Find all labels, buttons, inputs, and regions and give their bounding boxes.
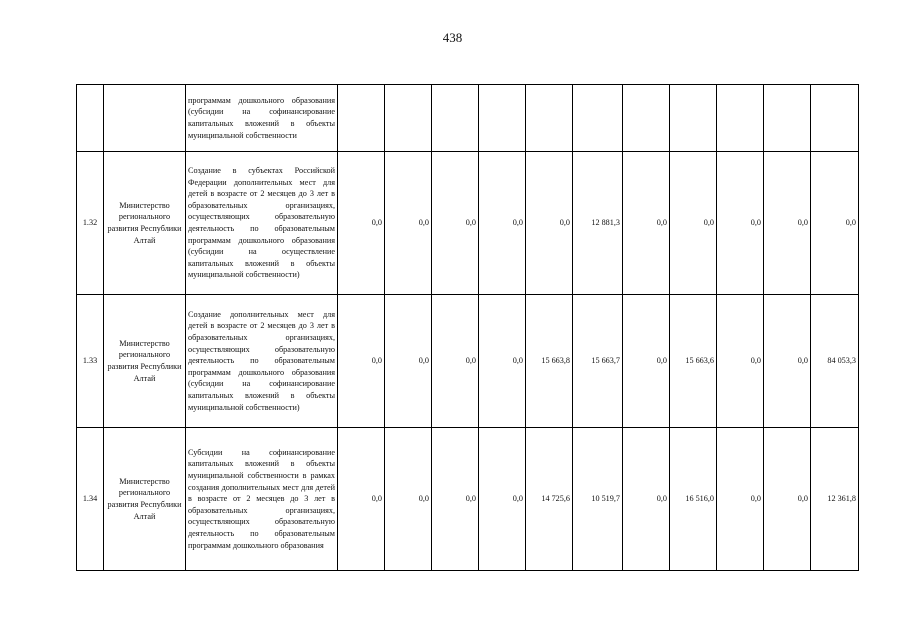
value-cell: 12 361,8 <box>811 428 859 571</box>
value-cell <box>573 85 623 152</box>
value-cell: 0,0 <box>479 428 526 571</box>
value-cell <box>764 85 811 152</box>
value-cell: 0,0 <box>764 428 811 571</box>
value-cell <box>526 85 573 152</box>
budget-table <box>76 84 859 571</box>
value-cell: 0,0 <box>717 152 764 295</box>
value-cell: 0,0 <box>385 152 432 295</box>
organization-cell <box>104 85 186 152</box>
value-cell: 0,0 <box>479 152 526 295</box>
value-cell: 0,0 <box>432 295 479 428</box>
row-number-cell: 1.34 <box>77 428 104 571</box>
value-cell <box>717 85 764 152</box>
description-cell: Создание в субъектах Российской Федерации дополнительных мест для детей в возрасте от 2 месяцев до 3 лет в образовательных организациях, осуществляющих образовательную деятельность по образовательным программам дошкольного образования (субсидии на осуществление капитальных вложений в объекты муниципальной собственности) <box>186 152 338 295</box>
row-number-cell: 1.33 <box>77 295 104 428</box>
description-cell: программам дошкольного образования (субсидии на софинансирование капитальных вложений в объекты муниципальной собственности <box>186 85 338 152</box>
organization-cell: Министерство регионального развития Республики Алтай <box>104 428 186 571</box>
value-cell: 0,0 <box>338 295 385 428</box>
value-cell: 0,0 <box>385 428 432 571</box>
value-cell: 0,0 <box>670 152 717 295</box>
organization-cell: Министерство регионального развития Республики Алтай <box>104 295 186 428</box>
value-cell: 84 053,3 <box>811 295 859 428</box>
value-cell: 0,0 <box>432 152 479 295</box>
value-cell: 0,0 <box>623 428 670 571</box>
value-cell: 0,0 <box>717 295 764 428</box>
value-cell <box>479 85 526 152</box>
value-cell: 0,0 <box>764 152 811 295</box>
page-number: 438 <box>442 30 463 45</box>
value-cell: 0,0 <box>811 152 859 295</box>
value-cell <box>338 85 385 152</box>
value-cell: 15 663,8 <box>526 295 573 428</box>
table-row <box>77 428 859 571</box>
value-cell: 0,0 <box>623 295 670 428</box>
value-cell: 12 881,3 <box>573 152 623 295</box>
value-cell: 0,0 <box>717 428 764 571</box>
value-cell: 0,0 <box>432 428 479 571</box>
row-number-cell <box>77 85 104 152</box>
table-row <box>77 85 859 152</box>
table-row <box>77 152 859 295</box>
value-cell: 0,0 <box>338 428 385 571</box>
value-cell: 0,0 <box>623 152 670 295</box>
value-cell <box>432 85 479 152</box>
value-cell: 10 519,7 <box>573 428 623 571</box>
row-number-cell: 1.32 <box>77 152 104 295</box>
value-cell: 16 516,0 <box>670 428 717 571</box>
value-cell: 0,0 <box>338 152 385 295</box>
value-cell <box>811 85 859 152</box>
table-row <box>77 295 859 428</box>
value-cell: 0,0 <box>385 295 432 428</box>
organization-cell: Министерство регионального развития Республики Алтай <box>104 152 186 295</box>
value-cell: 15 663,7 <box>573 295 623 428</box>
value-cell: 0,0 <box>526 152 573 295</box>
description-cell: Создание дополнительных мест для детей в возрасте от 2 месяцев до 3 лет в образовательных организациях, осуществляющих образовательную деятельность по образовательным программам дошкольного образования (субсидии на софинансирование капитальных вложений в объекты муниципальной собственности) <box>186 295 338 428</box>
value-cell <box>385 85 432 152</box>
value-cell: 0,0 <box>479 295 526 428</box>
value-cell <box>670 85 717 152</box>
value-cell: 0,0 <box>764 295 811 428</box>
value-cell: 14 725,6 <box>526 428 573 571</box>
value-cell: 15 663,6 <box>670 295 717 428</box>
description-cell: Субсидии на софинансирование капитальных вложений в объекты муниципальной собственности в рамках создания дополнительных мест для детей в возрасте от 2 месяцев до 3 лет в образовательных организациях, осуществляющих образовательную деятельность по образовательным программам дошкольного образования <box>186 428 338 571</box>
value-cell <box>623 85 670 152</box>
